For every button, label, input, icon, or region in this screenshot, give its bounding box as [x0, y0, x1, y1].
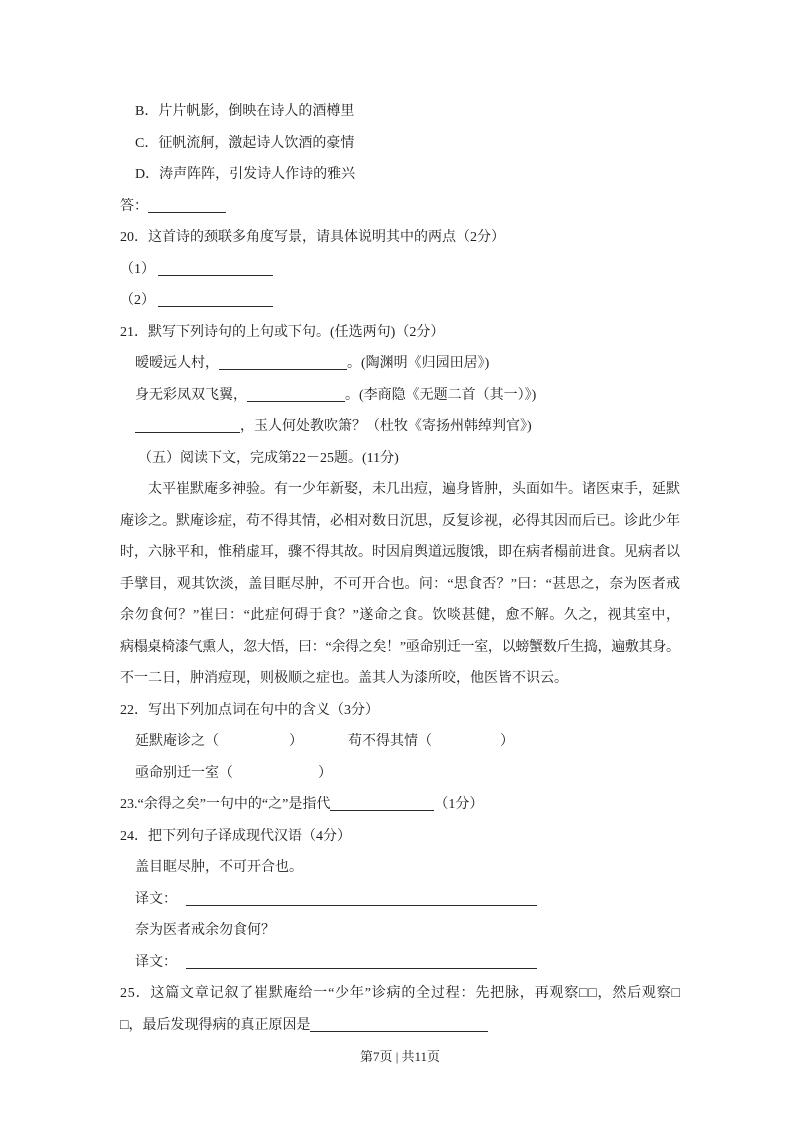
q22-item-2-answer-space — [432, 731, 500, 745]
q21-item-2-blank — [247, 387, 345, 402]
q24-translation-2-blank — [186, 954, 537, 969]
passage-line-4 — [0, 569, 800, 601]
q24-translation-2-label: 译文： — [135, 954, 177, 970]
question-21-text: 21．默写下列诗句的上句或下句。(任选两句)（2分） — [120, 324, 445, 340]
passage-line-2-text: 庵诊之。默庵诊症，苟不得其情，必相对数日沉思，反复诊视，必得其因而后已。诊此少年 — [120, 513, 680, 529]
question-25-line-1 — [0, 978, 800, 1010]
q22-item-2-paren-close: ） — [500, 734, 514, 749]
passage-line-1-text: 太平崔默庵多神验。有一少年新娶，未几出痘，遍身皆肿，头面如牛。诸医束手，延默 — [148, 482, 680, 497]
passage-line-5-text: 余勿食何？”崔曰：“此症何碍于食？”遂命之食。饮啖甚健，愈不解。久之，视其室中， — [120, 608, 681, 623]
q22-item-3 — [135, 758, 332, 790]
q21-item-2-before: 身无彩凤双飞翼， — [135, 387, 247, 403]
q22-item-1 — [135, 726, 348, 758]
exam-page — [0, 96, 800, 1073]
passage-line-3-box — [120, 537, 680, 569]
q24-translation-1-blank — [186, 891, 537, 906]
q21-item-1 — [0, 348, 800, 380]
passage-line-7-text: 不一二日，肿消痘现，则极顺之症也。盖其人为漆所咬，他医皆不识云。 — [120, 671, 568, 686]
question-23-before: 23.“余得之矣”一句中的“之”是指代 — [120, 797, 331, 812]
q22-item-2-text: 苟不得其情 — [348, 734, 418, 749]
passage-line-2-box — [120, 506, 680, 538]
q22-item-2 — [348, 726, 514, 758]
question-24-text: 24．把下列句子译成现代汉语（4分） — [120, 828, 351, 844]
option-b — [0, 96, 800, 128]
q22-item-2-paren-open: （ — [418, 734, 432, 749]
option-c-text: C．征帆流舸，激起诗人饮酒的豪情 — [135, 135, 355, 151]
q20-answer-1-blank — [158, 261, 273, 276]
q21-item-3-after: ，玉人何处教吹箫？（杜牧《寄扬州韩绰判官》) — [240, 419, 532, 434]
page-footer — [0, 1041, 800, 1073]
passage-line-3-text: 时，六脉平和，惟稍虚耳，骤不得其故。时因肩舆道远腹饿，即在病者榻前进食。见病者以 — [120, 545, 680, 560]
q24-translation-1-label: 译文： — [135, 891, 177, 907]
q21-item-3-blank — [135, 418, 240, 433]
q20-answer-2 — [0, 285, 800, 317]
option-b-text: B．片片帆影，倒映在诗人的酒樽里 — [135, 104, 355, 119]
option-d — [0, 159, 800, 191]
q21-item-2-after: 。(李商隐《无题二首（其一）》) — [345, 387, 537, 403]
q22-item-1-paren-open: （ — [205, 734, 219, 749]
q20-answer-1 — [0, 254, 800, 286]
passage-line-5 — [0, 600, 800, 632]
q22-item-3-paren-close: ） — [318, 765, 332, 781]
question-22-stem — [0, 695, 800, 727]
q22-item-1-paren-close: ） — [289, 734, 303, 749]
option-d-text: D．涛声阵阵，引发诗人作诗的雅兴 — [135, 167, 356, 182]
option-c — [0, 128, 800, 160]
passage-line-1 — [0, 474, 800, 506]
passage-line-7 — [0, 663, 800, 695]
q21-item-1-after: 。(陶渊明《归园田居》) — [347, 356, 490, 371]
passage-line-4-text: 手擘目，观其饮淡，盖目眶尽肿，不可开合也。问：“思食否？”曰：“甚思之，奈为医者戒 — [120, 576, 681, 592]
answer-label: 答： — [120, 198, 148, 214]
q22-item-1-answer-space — [219, 731, 289, 745]
question-25-line-2 — [0, 1010, 800, 1042]
passage-line-4-box — [120, 569, 680, 601]
question-21-stem — [0, 317, 800, 349]
q23-blank — [330, 796, 434, 811]
question-23-after: （1分） — [434, 797, 484, 812]
page-number: 第7页 | 共11页 — [359, 1049, 441, 1064]
q24-sentence-1-text: 盖目眶尽肿，不可开合也。 — [135, 860, 303, 875]
section-5-heading — [0, 443, 800, 475]
q22-item-3-answer-space — [233, 763, 318, 777]
question-23 — [0, 789, 800, 821]
passage-line-6-text: 病榻桌椅漆气熏人，忽大悟，曰：“余得之矣！”亟命别迁一室，以螃蟹数斤生捣，遍敷其身。 — [120, 639, 680, 655]
question-25-line-1-box — [120, 978, 680, 1010]
q22-item-3-paren-open: （ — [219, 765, 233, 781]
q19-answer-line — [0, 191, 800, 223]
question-20-stem — [0, 222, 800, 254]
passage-line-6-box — [120, 632, 680, 664]
passage-line-6 — [0, 632, 800, 664]
question-25-line-1-text: 25．这篇文章记叙了崔默庵给一“少年”诊病的全过程：先把脉，再观察□□，然后观察□ — [120, 986, 681, 1001]
q21-item-1-before: 暧暧远人村， — [135, 356, 219, 371]
q25-blank — [310, 1017, 488, 1032]
q24-sentence-1 — [0, 852, 800, 884]
q24-translation-2 — [0, 947, 800, 979]
q22-items-row-1 — [0, 726, 800, 758]
q21-item-3 — [0, 411, 800, 443]
question-20-text: 20．这首诗的颈联多角度写景，请具体说明其中的两点（2分） — [120, 230, 505, 245]
passage-line-1-box — [148, 474, 680, 506]
q20-answer-2-blank — [158, 292, 273, 307]
section-5-heading-text: （五）阅读下文，完成第22－25题。(11分) — [138, 450, 399, 466]
q20-answer-2-label: （2） — [120, 293, 155, 308]
q24-sentence-2-text: 奈为医者戒余勿食何？ — [135, 923, 275, 938]
question-22-text: 22．写出下列加点词在句中的含义（3分） — [120, 702, 379, 718]
answer-blank — [148, 198, 226, 213]
q24-translation-1 — [0, 884, 800, 916]
q22-items-row-2 — [0, 758, 800, 790]
passage-line-2 — [0, 506, 800, 538]
question-25-line-2-text: □，最后发现得病的真正原因是 — [120, 1017, 311, 1033]
q20-answer-1-label: （1） — [120, 261, 155, 277]
passage-line-3 — [0, 537, 800, 569]
q22-item-3-text: 亟命别迁一室 — [135, 765, 219, 781]
q21-item-2 — [0, 380, 800, 412]
passage-line-5-box — [120, 600, 680, 632]
q22-item-1-text: 延默庵诊之 — [135, 734, 205, 749]
q21-item-1-blank — [219, 355, 347, 370]
question-24-stem — [0, 821, 800, 853]
q24-sentence-2 — [0, 915, 800, 947]
